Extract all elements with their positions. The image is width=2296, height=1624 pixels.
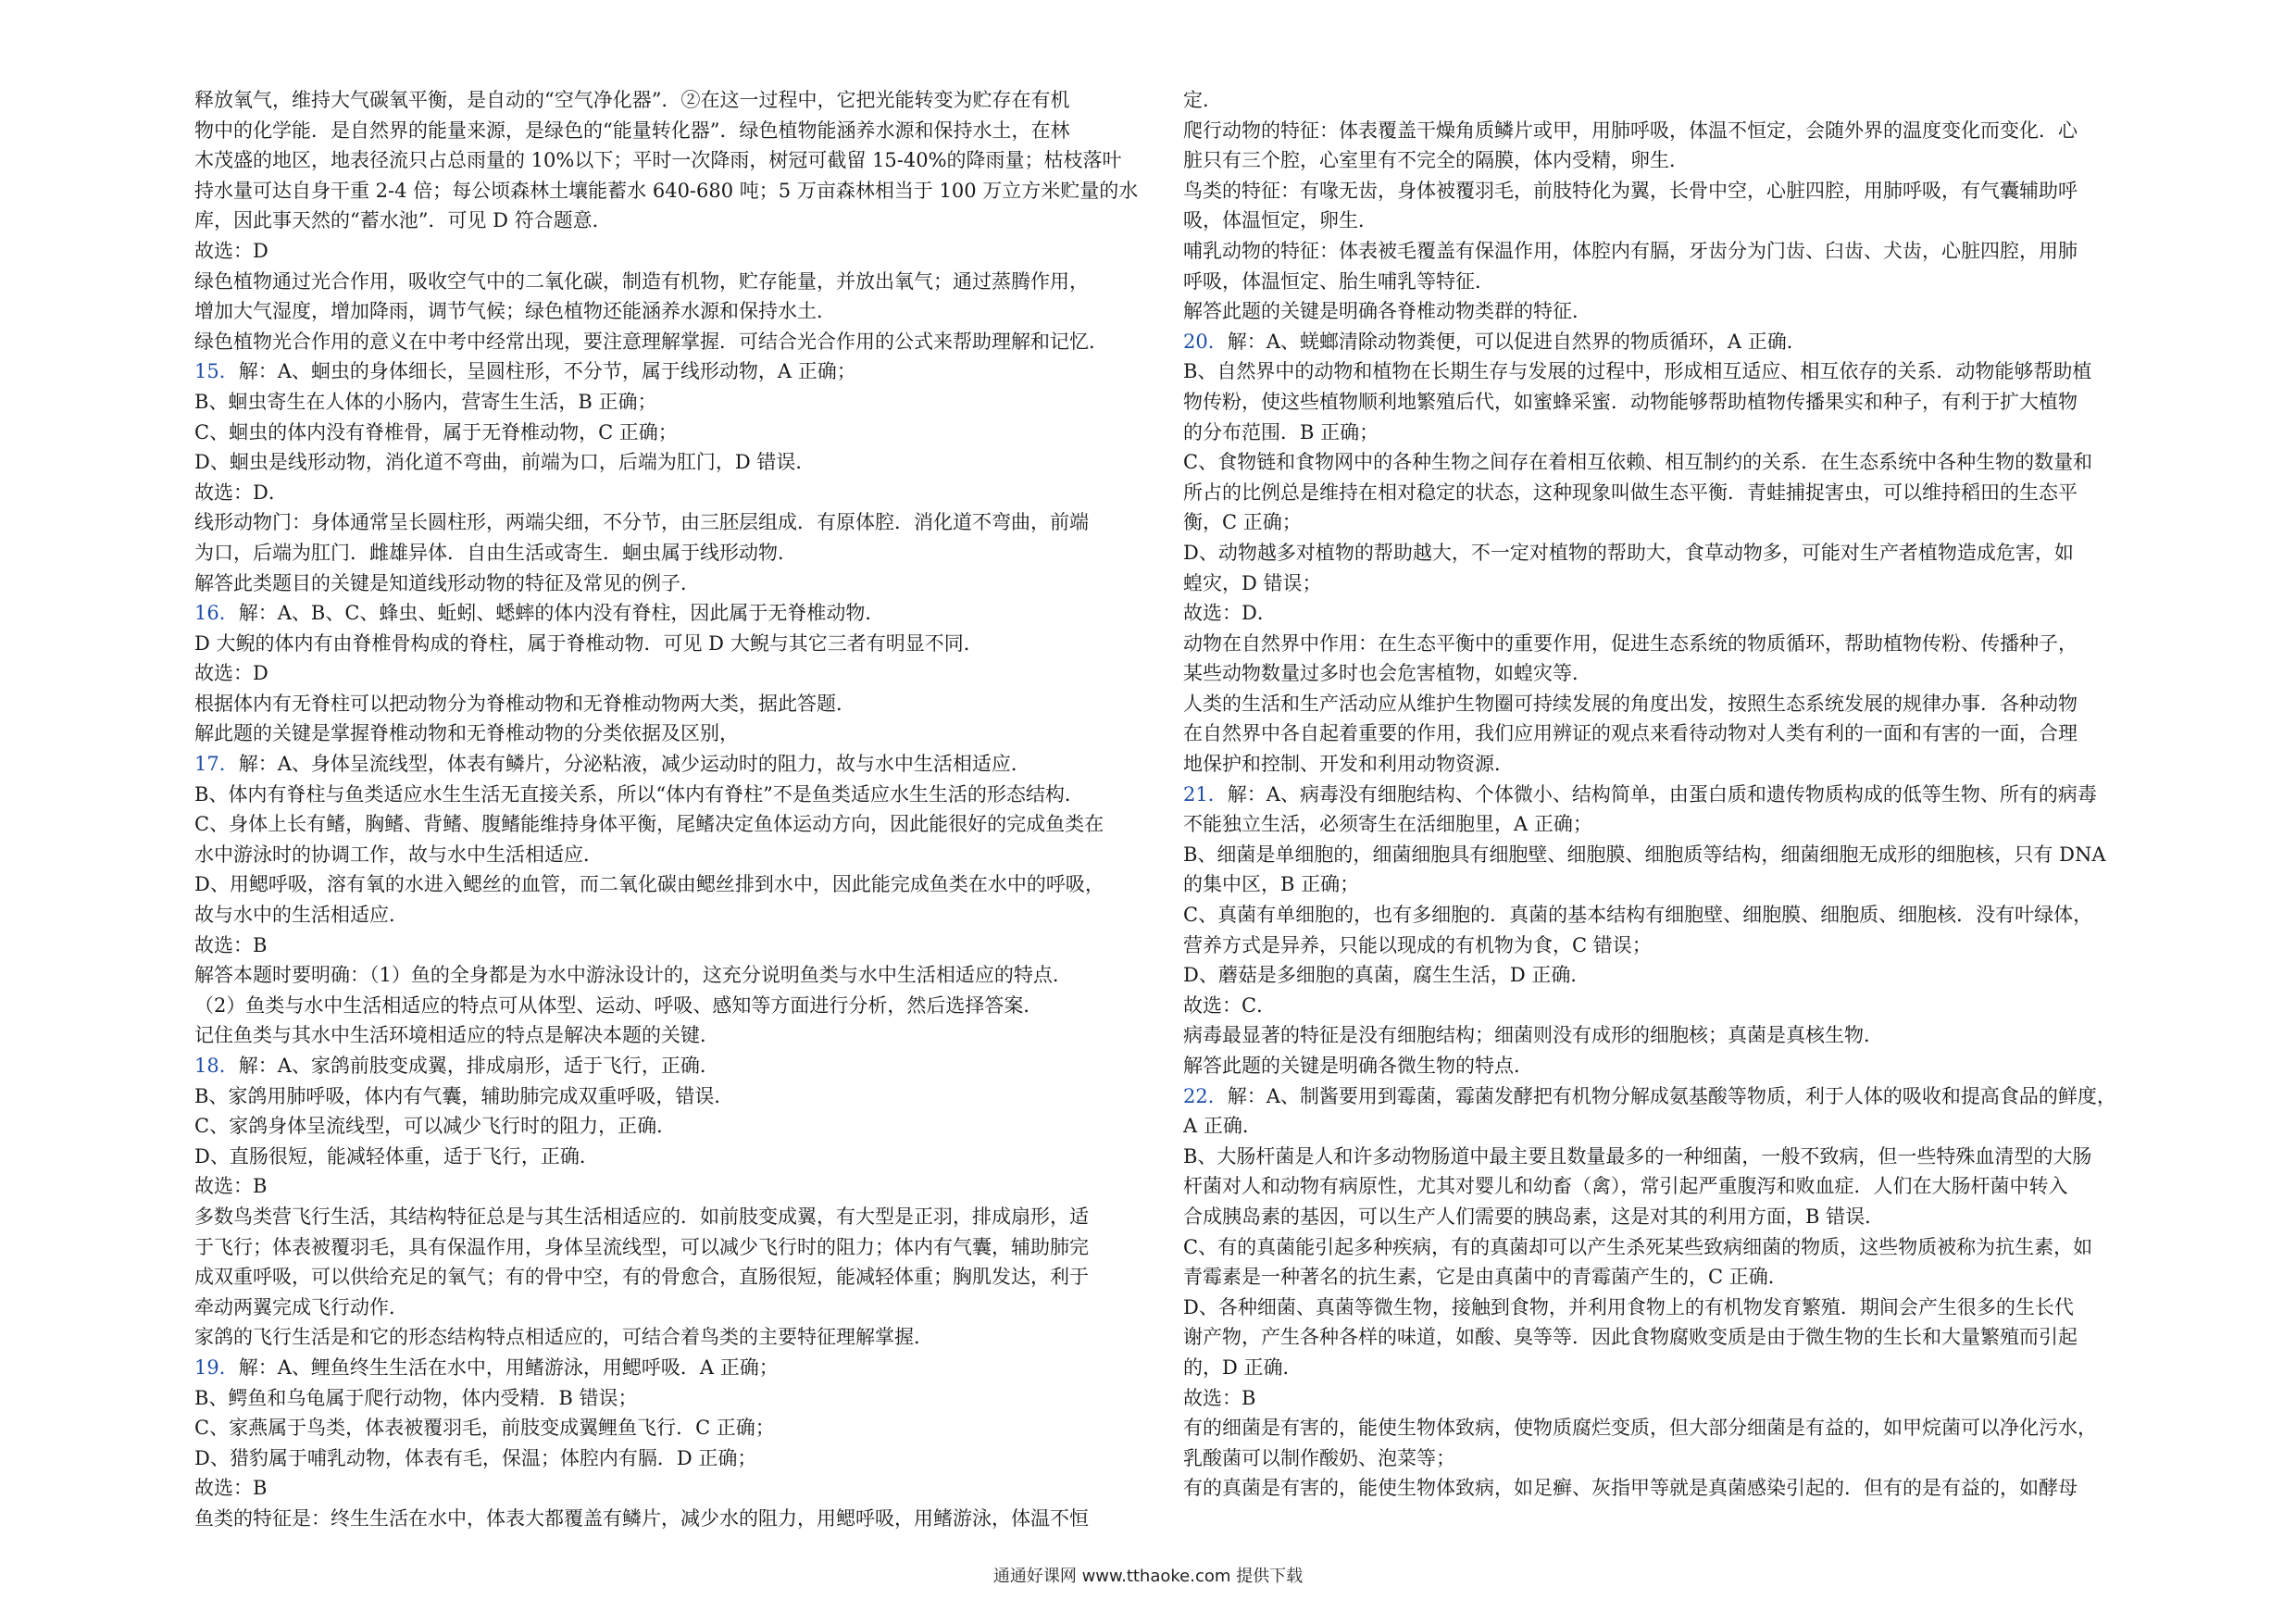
text-line: 水中游泳时的协调工作，故与水中生活相适应．	[194, 843, 603, 866]
text-line: 的集中区，B 正确；	[1183, 873, 1360, 896]
text-line: B、家鸽用肺呼吸，体内有气囊，辅助肺完成双重呼吸，错误．	[194, 1084, 734, 1107]
text-line: 衡，C 正确；	[1183, 511, 1302, 534]
text-line: 的，D 正确．	[1183, 1355, 1303, 1379]
text-line: 人类的生活和生产活动应从维护生物圈可持续发展的角度出发，按照生态系统发展的规律办事．各种动物	[1183, 692, 2078, 715]
text-line: 线形动物门：身体通常呈长圆柱形，两端尖细，不分节，由三胚层组成．有原体腔．消化道不弯曲，前端	[194, 511, 1089, 534]
text-line: 解此题的关键是掌握脊椎动物和无脊椎动物的分类依据及区别，	[194, 722, 739, 745]
text-line: 解答此题的关键是明确各微生物的特点．	[1183, 1055, 1533, 1077]
text-line: 不能独立生活，必须寄生在活细胞里，A 正确；	[1183, 813, 1592, 836]
text-line: 持水量可达自身干重 2-4 倍；每公顷森林土壤能蓄水 640-680 吨；5 万亩森林相当于 100 万立方米贮量的水	[194, 179, 1139, 202]
text-line: A 正确．	[1183, 1115, 1262, 1138]
text-line: 故选：D．	[1183, 602, 1277, 625]
text-line: B、细菌是单细胞的，细菌细胞具有细胞壁、细胞膜、细胞质等结构，细菌细胞无成形的细胞核，只有 DNA	[1183, 843, 2106, 866]
text-line: D、各种细菌、真菌等微生物，接触到食物，并利用食物上的有机物发育繁殖．期间会产生很多的生长代	[1183, 1295, 2074, 1318]
text-line: 某些动物数量过多时也会危害植物，如蝗灾等．	[1183, 662, 1591, 685]
text-line: 合成胰岛素的基因，可以生产人们需要的胰岛素，这是对其的利用方面，B 错误．	[1183, 1205, 1885, 1228]
question-number: 20．	[1183, 330, 1228, 353]
text-line: C、家燕属于鸟类，体表被覆羽毛，前肢变成翼鲤鱼飞行．C 正确；	[194, 1417, 775, 1440]
right-column	[1183, 85, 2128, 1504]
question-number: 18．	[194, 1055, 239, 1077]
text-line: 鱼类的特征是：终生生活在水中，体表大都覆盖有鳞片，减少水的阻力，用鳃呼吸，用鳍游泳，体温不恒	[194, 1506, 1089, 1530]
text-line: 哺乳动物的特征：体表被毛覆盖有保温作用，体腔内有膈，牙齿分为门齿、臼齿、犬齿，心脏四腔，用肺	[1183, 239, 2078, 262]
text-line: 根据体内有无脊柱可以把动物分为脊椎动物和无脊椎动物两大类，据此答题．	[194, 692, 855, 715]
text-line: 19．解：A、鲤鱼终生生活在水中，用鳍游泳，用鳃呼吸．A 正确；	[194, 1355, 779, 1379]
question-number: 21．	[1183, 782, 1228, 806]
text-line: D、蛔虫是线形动物，消化道不弯曲，前端为口，后端为肛门，D 错误．	[194, 451, 816, 474]
text-line: 定．	[1183, 89, 1222, 111]
text-line: 木茂盛的地区，地表径流只占总雨量的 10%以下；平时一次降雨，树冠可截留 15-40%的降雨量；枯枝落叶	[194, 149, 1122, 172]
text-line: D、直肠很短，能减轻体重，适于飞行，正确．	[194, 1144, 599, 1168]
text-line: C、有的真菌能引起多种疾病，有的真菌却可以产生杀死某些致病细菌的物质，这些物质被称为抗生素，如	[1183, 1235, 2093, 1258]
left-column	[194, 85, 1143, 1534]
text-line: C、身体上长有鳍，胸鳍、背鳍、腹鳍能维持身体平衡，尾鳍决定鱼体运动方向，因此能很好的完成鱼类在	[194, 813, 1104, 836]
text-line: 动物在自然界中作用：在生态平衡中的重要作用，促进生态系统的物质循环，帮助植物传粉、传播种子，	[1183, 631, 2078, 655]
text-line: 释放氧气，维持大气碳氧平衡，是自动的“空气净化器”．②在这一过程中，它把光能转变为贮存在有机	[194, 89, 1070, 111]
text-line: （2）鱼类与水中生活相适应的特点可从体型、运动、呼吸、感知等方面进行分析，然后选择答案．	[194, 993, 1043, 1017]
text-line: 物中的化学能．是自然界的能量来源，是绿色的“能量转化器”．绿色植物能涵养水源和保持水土，在林	[194, 119, 1070, 142]
question-number: 22．	[1183, 1084, 1228, 1107]
text-line: 多数鸟类营飞行生活，其结构特征总是与其生活相适应的．如前肢变成翼，有大型是正羽，排成扇形，适	[194, 1205, 1089, 1228]
text-line: 谢产物，产生各种各样的味道，如酸、臭等等．因此食物腐败变质是由于微生物的生长和大量繁殖而引起	[1183, 1326, 2078, 1349]
text-line: 21．解：A、病毒没有细胞结构、个体微小、结构简单，由蛋白质和遗传物质构成的低等生物、所有的病毒	[1183, 782, 2097, 806]
text-line: 呼吸，体温恒定、胎生哺乳等特征．	[1183, 269, 1494, 293]
text-line: 增加大气湿度，增加降雨，调节气候；绿色植物还能涵养水源和保持水土．	[194, 300, 836, 323]
text-line: 牵动两翼完成飞行动作．	[194, 1295, 408, 1318]
text-line: 有的真菌是有害的，能使生物体致病，如足癣、灰指甲等就是真菌感染引起的．但有的是有益的，如酵母	[1183, 1477, 2078, 1500]
text-line: D、猎豹属于哺乳动物，体表有毛，保温；体腔内有膈．D 正确；	[194, 1446, 757, 1469]
text-line: 15．解：A、蛔虫的身体细长，呈圆柱形，不分节，属于线形动物，A 正确；	[194, 360, 856, 383]
text-line: 绿色植物光合作用的意义在中考中经常出现，要注意理解掌握．可结合光合作用的公式来帮助理解和记忆．	[194, 330, 1108, 353]
text-line: 家鸽的飞行生活是和它的形态结构特点相适应的，可结合着鸟类的主要特征理解掌握．	[194, 1326, 933, 1349]
text-line: B、蛔虫寄生在人体的小肠内，营寄生生活，B 正确；	[194, 390, 657, 413]
text-line: 故选：C．	[1183, 993, 1277, 1017]
text-line: 解答此类题目的关键是知道线形动物的特征及常见的例子．	[194, 571, 700, 594]
text-line: 22．解：A、制酱要用到霉菌，霉菌发酵把有机物分解成氨基酸等物质，利于人体的吸收和提高食品的鲜度，	[1183, 1084, 2116, 1107]
text-line: 所占的比例总是维持在相对稳定的状态，这种现象叫做生态平衡．青蛙捕捉害虫，可以维持稻田的生态平	[1183, 481, 2078, 504]
text-line: 病毒最显著的特征是没有细胞结构；细菌则没有成形的细胞核；真菌是真核生物．	[1183, 1024, 1883, 1047]
text-line: C、食物链和食物网中的各种生物之间存在着相互依赖、相互制约的关系．在生态系统中各种生物的数量和	[1183, 451, 2093, 474]
text-line: 在自然界中各自起着重要的作用，我们应用辨证的观点来看待动物对人类有利的一面和有害的一面，合理	[1183, 722, 2078, 745]
text-line: 库，因此事天然的“蓄水池”．可见 D 符合题意．	[194, 209, 612, 232]
text-line: B、体内有脊柱与鱼类适应水生生活无直接关系，所以“体内有脊柱”不是鱼类适应水生生活的形态结构．	[194, 782, 1084, 806]
text-line: 解答此题的关键是明确各脊椎动物类群的特征．	[1183, 300, 1591, 323]
text-line: 脏只有三个腔，心室里有不完全的隔膜，体内受精，卵生．	[1183, 149, 1689, 172]
text-line: 故选：B	[194, 933, 268, 956]
text-line: D、蘑菇是多细胞的真菌，腐生生活，D 正确．	[1183, 964, 1591, 987]
text-line: 于飞行；体表被覆羽毛，具有保温作用，身体呈流线型，可以减少飞行时的阻力；体内有气囊，辅助肺完	[194, 1235, 1089, 1258]
text-line: 故与水中的生活相适应．	[194, 904, 408, 927]
page-footer: 通通好课网 www.tthaoke.com 提供下载	[992, 1567, 1304, 1586]
text-line: 的分布范围．B 正确；	[1183, 420, 1379, 443]
text-line: 故选：D	[194, 239, 268, 262]
text-line: B、大肠杆菌是人和许多动物肠道中最主要且数量最多的一种细菌，一般不致病，但一些特殊血清型的大肠	[1183, 1144, 2092, 1168]
text-line: 记住鱼类与其水中生活环境相适应的特点是解决本题的关键．	[194, 1024, 719, 1047]
text-line: 绿色植物通过光合作用，吸收空气中的二氧化碳，制造有机物，贮存能量，并放出氧气；通过蒸腾作用，	[194, 269, 1089, 293]
question-number: 15．	[194, 360, 239, 383]
text-line: 为口，后端为肛门．雌雄异体．自由生活或寄生．蛔虫属于线形动物．	[194, 541, 797, 564]
text-line: 解答本题时要明确：（1）鱼的全身都是为水中游泳设计的，这充分说明鱼类与水中生活相适应的特点．	[194, 964, 1072, 987]
text-line: 营养方式是异养，只能以现成的有机物为食，C 错误；	[1183, 933, 1652, 956]
text-line: 青霉素是一种著名的抗生素，它是由真菌中的青霉菌产生的，C 正确．	[1183, 1266, 1788, 1289]
text-line: 爬行动物的特征：体表覆盖干燥角质鳞片或甲，用肺呼吸，体温不恒定，会随外界的温度变化而变化．心	[1183, 119, 2078, 142]
text-line: C、真菌有单细胞的，也有多细胞的．真菌的基本结构有细胞壁、细胞膜、细胞质、细胞核．没有叶绿体，	[1183, 904, 2093, 927]
text-line: 故选：B	[194, 1477, 268, 1500]
text-line: B、鳄鱼和乌龟属于爬行动物，体内受精．B 错误；	[194, 1386, 638, 1409]
text-line: 17．解：A、身体呈流线型，体表有鳞片，分泌粘液，减少运动时的阻力，故与水中生活相适应．	[194, 753, 1030, 776]
text-line: 有的细菌是有害的，能使生物体致病，使物质腐烂变质，但大部分细菌是有益的，如甲烷菌可以净化污水，	[1183, 1417, 2097, 1440]
text-line: D 大鲵的体内有由脊椎骨构成的脊柱，属于脊椎动物．可见 D 大鲵与其它三者有明显不同．	[194, 631, 983, 655]
text-line: B、自然界中的动物和植物在长期生存与发展的过程中，形成相互适应、相互依存的关系．动物能够帮助植	[1183, 360, 2092, 383]
text-line: 成双重呼吸，可以供给充足的氧气；有的骨中空，有的骨愈合，直肠很短，能减轻体重；胸肌发达，利于	[194, 1266, 1089, 1289]
text-line: 物传粉，使这些植物顺利地繁殖后代，如蜜蜂采蜜．动物能够帮助植物传播果实和种子，有利于扩大植物	[1183, 390, 2078, 413]
text-line: 故选：D	[194, 662, 268, 685]
text-line: C、家鸽身体呈流线型，可以减少飞行时的阻力，正确．	[194, 1115, 677, 1138]
text-line: D、用鳃呼吸，溶有氧的水进入鳃丝的血管，而二氧化碳由鳃丝排到水中，因此能完成鱼类在水中的呼吸，	[194, 873, 1104, 896]
text-line: 18．解：A、家鸽前肢变成翼，排成扇形，适于飞行，正确．	[194, 1055, 719, 1077]
text-line: 鸟类的特征：有喙无齿，身体被覆羽毛，前肢特化为翼，长骨中空，心脏四腔，用肺呼吸，有气囊辅助呼	[1183, 179, 2078, 202]
text-line: 蝗灾，D 错误；	[1183, 571, 1322, 594]
text-line: 地保护和控制、开发和利用动物资源．	[1183, 753, 1514, 776]
text-line: 杆菌对人和动物有病原性，尤其对婴儿和幼畜（禽），常引起严重腹泻和败血症．人们在大肠杆菌中转入	[1183, 1175, 2068, 1198]
text-line: 16．解：A、B、C、蜂虫、蚯蚓、蟋蟀的体内没有脊柱，因此属于无脊椎动物．	[194, 602, 885, 625]
text-line: 故选：D．	[194, 481, 288, 504]
question-number: 16．	[194, 602, 239, 625]
question-number: 17．	[194, 753, 239, 776]
text-line: D、动物越多对植物的帮助越大，不一定对植物的帮助大，食草动物多，可能对生产者植物造成危害，如	[1183, 541, 2074, 564]
text-line: C、蛔虫的体内没有脊椎骨，属于无脊椎动物，C 正确；	[194, 420, 678, 443]
text-line: 吸，体温恒定，卵生．	[1183, 209, 1378, 232]
text-line: 20．解：A、蜣螂清除动物粪便，可以促进自然界的物质循环，A 正确．	[1183, 330, 1806, 353]
question-number: 19．	[194, 1355, 239, 1379]
text-line: 故选：B	[194, 1175, 268, 1198]
text-line: 故选：B	[1183, 1386, 1256, 1409]
text-line: 乳酸菌可以制作酸奶、泡菜等；	[1183, 1446, 1455, 1469]
